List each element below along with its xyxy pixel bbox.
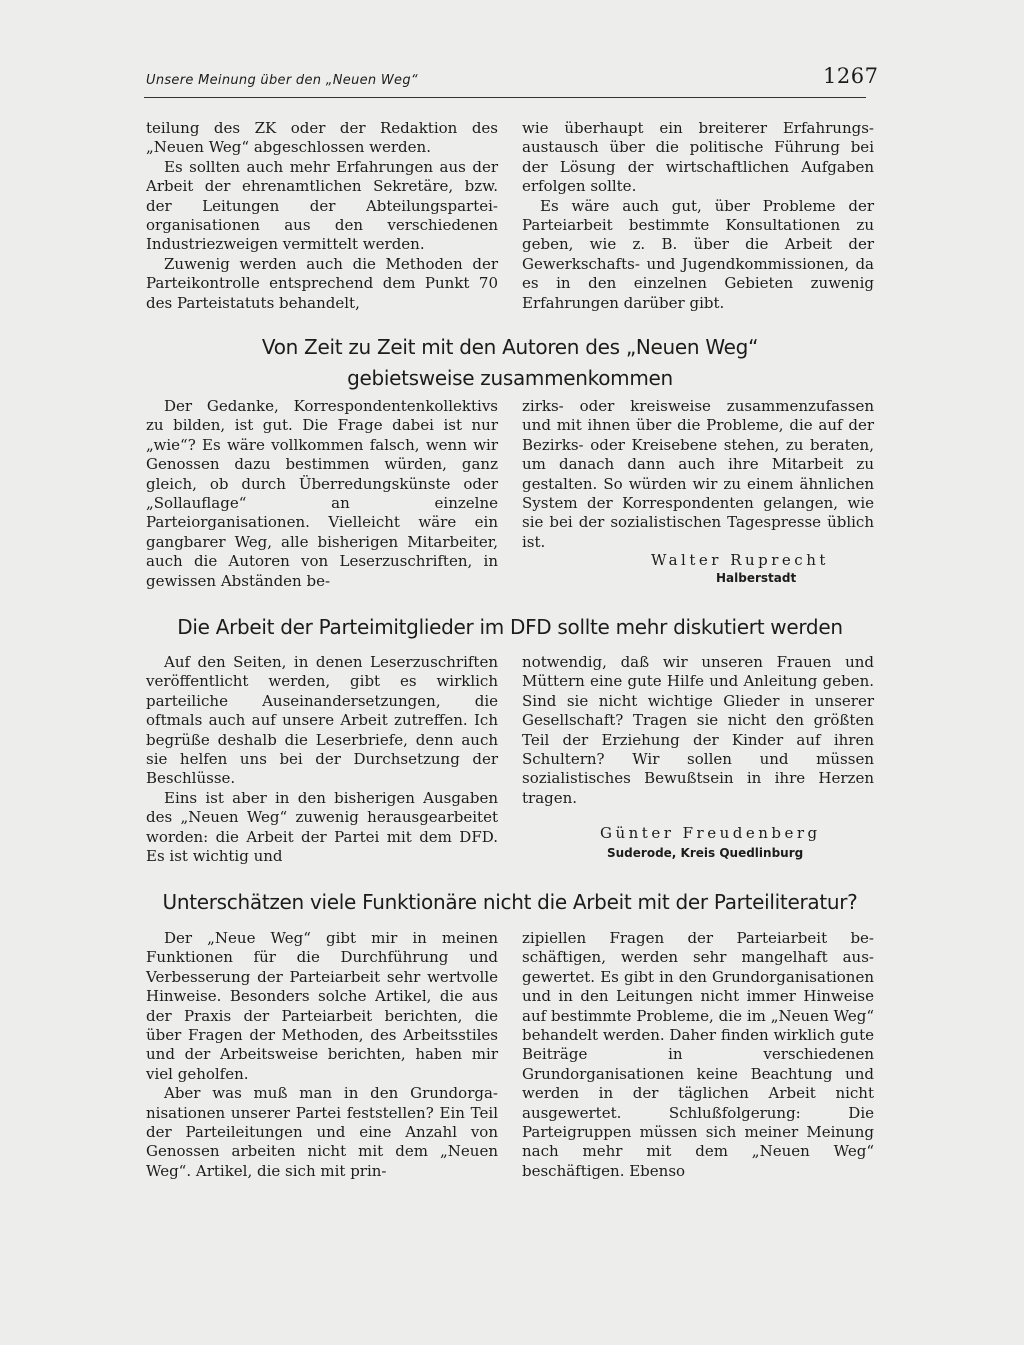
article2-right-column [522,653,874,808]
paragraph: Auf den Seiten, in denen Leserzuschriften veröffentlicht werden, gibt es wirklich parteiliche Auseinandersetzungen, die oftmals auch auf unsere Arbeit zutreffen. Ich begrüße deshalb die Leserbriefe, denn auch sie helfen uns bei der Durchsetzung der Beschlüsse. [146,653,498,788]
paragraph: Zuwenig werden auch die Methoden der Parteikontrolle entsprechend dem Punkt 70 des Parteistatuts behandelt, [146,254,498,312]
paragraph: Es sollten auch mehr Erfahrungen aus der Arbeit der ehrenamtlichen Sekretäre, bzw. der Leitungen der Abteilungsparteiorganisationen aus den verschiedenen Industriezweigen vermittelt werden. [146,157,498,254]
paragraph: zirks- oder kreisweise zusammenzufassen und mit ihnen über die Probleme, die auf der Bezirks- oder Kreisebene stehen, zu beraten, um danach dann auch ihre Mitarbeit zu gestalten. So würden wir zu einem ähnlichen System der Korrespondenten gelangen, wie sie bei der sozialistischen Tagespresse üblich ist. [522,397,874,551]
paragraph: Eins ist aber in den bisherigen Ausgaben des „Neuen Weg“ zuwenig herausgearbeitet worden: die Arbeit der Partei mit dem DFD. Es ist wichtig und [146,788,498,866]
article2-author: Günter Freudenberg [600,824,821,842]
article1-heading-line1: Von Zeit zu Zeit mit den Autoren des „Neuen Weg“ [261,335,759,359]
paragraph: teilung des ZK oder der Redaktion des „Neuen Weg“ abgeschlossen werden. [146,119,498,157]
article3-heading: Unterschätzen viele Funktionäre nicht die Arbeit mit der Parteiliteratur? [162,890,858,914]
section1-right-column [522,119,874,313]
section1-left-column [146,119,498,313]
paragraph: zipiellen Fragen der Parteiarbeit beschäftigen, werden sehr mangelhaft ausgewertet. Es gibt in den Grundorganisationen und in den Leitungen nicht immer Hinweise auf bestimmte Probleme, die im „Neuen Weg“ behandelt werden. Daher finden wirklich gute Beiträge in verschiedenen Grundorganisationen keine Beachtung und werden in der täglichen Arbeit nicht ausgewertet. Schlußfolgerung: Die Parteigruppen müssen sich meiner Meinung nach mehr mit dem „Neuen Weg“ beschäftigen. Ebenso [522,929,874,1180]
article1-heading [120,332,900,394]
article2-left-column [146,653,498,866]
paragraph: Es wäre auch gut, über Probleme der Parteiarbeit bestimmte Konsultationen zu geben, wie z. B. über die Arbeit der Gewerkschafts- und Jugendkommissionen, da es in den einzelnen Gebieten zuwenig Erfahrungen darüber gibt. [522,196,874,312]
paragraph: wie überhaupt ein breiterer Erfahrungsaustausch über die politische Führung bei der Lösung der wirtschaftlichen Aufgaben erfolgen sollte. [522,119,874,196]
article1-author: Walter Ruprecht [651,551,829,569]
article2-heading: Die Arbeit der Parteimitglieder im DFD sollte mehr diskutiert werden [177,615,843,639]
article2-place: Suderode, Kreis Quedlinburg [607,846,804,860]
page-number: 1267 [823,64,879,88]
article1-place: Halberstadt [716,571,797,585]
paragraph: notwendig, daß wir unseren Frauen und Müttern eine gute Hilfe und Anleitung geben. Sind sie nicht wichtige Glieder in unserer Gesellschaft? Tragen sie nicht den größten Teil der Erziehung der Kinder auf ihren Schultern? Wir sollen und müssen sozialistisches Bewußtsein in ihre Herzen tragen. [522,653,874,807]
article1-right-column [522,397,874,552]
article3-left-column [146,929,498,1181]
article3-right-column [522,929,874,1181]
article1-heading-line2: gebietsweise zusammenkommen [347,366,673,390]
article1-left-column [146,397,498,591]
header-rule [144,97,866,98]
running-head: Unsere Meinung über den „Neuen Weg“ [146,73,418,88]
paragraph: Der „Neue Weg“ gibt mir in meinen Funktionen für die Durchführung und Verbesserung der Parteiarbeit sehr wertvolle Hinweise. Besonders solche Artikel, die aus der Praxis der Parteiarbeit berichten, die über Fragen der Methoden, des Arbeitsstiles und der Arbeitsweise berichten, haben mir viel geholfen. [146,929,498,1083]
paragraph: Der Gedanke, Korrespondentenkollektivs zu bilden, ist gut. Die Frage dabei ist nur „wie“? Es wäre vollkommen falsch, wenn wir Genossen dazu bestimmen würden, ganz gleich, ob durch Überredungskünste oder „Sollauflage“ an einzelne Parteiorganisationen. Vielleicht wäre ein gangbarer Weg, alle bisherigen Mitarbeiter, auch die Autoren von Leserzuschriften, in gewissen Abständen be- [146,397,498,590]
paragraph: Aber was muß man in den Grundorganisationen unserer Partei feststellen? Ein Teil der Parteileitungen und eine Anzahl von Genossen arbeiten nicht mit dem „Neuen Weg“. Artikel, die sich mit prin- [146,1084,498,1180]
